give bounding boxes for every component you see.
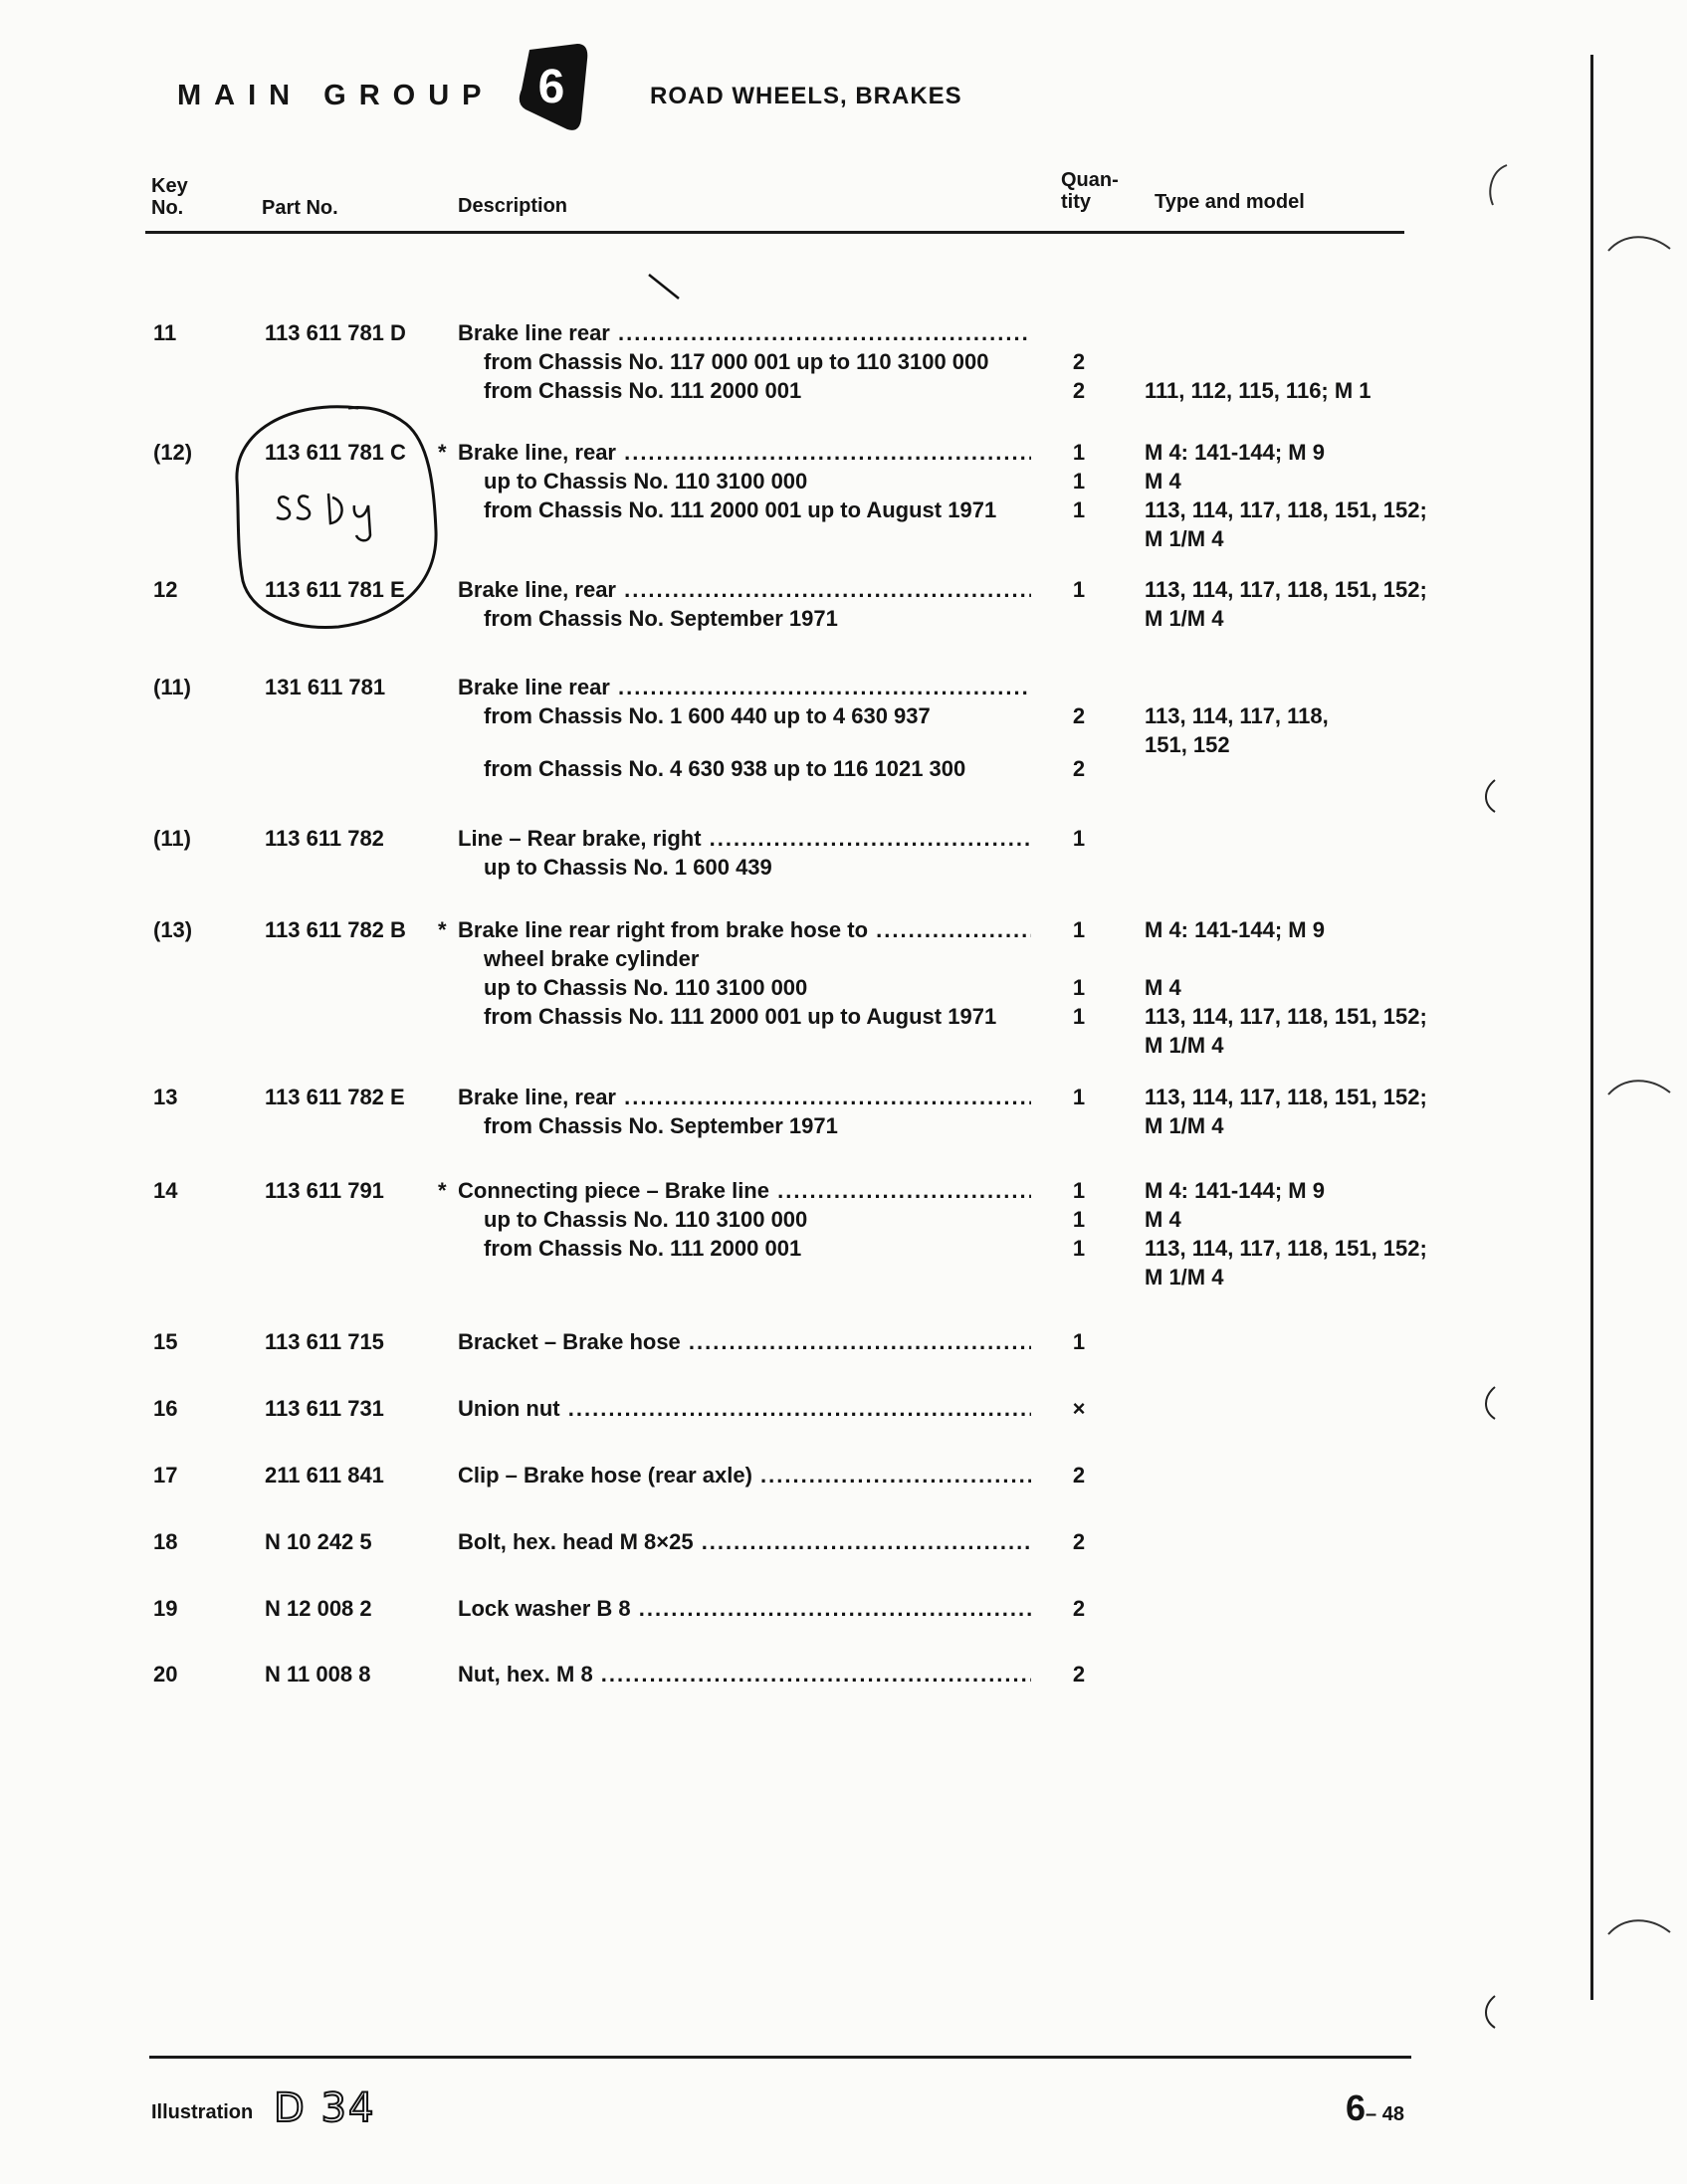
type-model-line: M 4 [1145,1207,1181,1232]
star-marker: * [438,1178,447,1203]
type-model-line [1145,347,1371,376]
star-marker: * [438,917,447,942]
type-model-line: 113, 114, 117, 118, 151, 152; [1145,497,1427,522]
description-line: wheel brake cylinder [484,946,700,971]
footer-rule [149,2056,1411,2059]
pen-stroke-mark [645,271,685,304]
key-no: 13 [153,1085,178,1109]
binder-edge-line [1590,55,1593,2000]
col-type-model: Type and model [1155,191,1305,213]
description-line: from Chassis No. 111 2000 001 up to August 1971 [484,1004,997,1029]
quantity [1067,824,1091,853]
handwritten-circle-annotation [229,402,448,641]
type-model [1145,915,1427,1060]
type-model-line: M 1/M 4 [1145,526,1224,551]
type-model [1145,318,1371,405]
part-no: 113 611 781 C [265,440,406,465]
margin-arc-icon [1604,1910,1674,1940]
quantity-value: × [1072,1396,1086,1421]
description [438,1176,1031,1263]
description-line: Brake line rear right from brake hose to ..... [458,915,1031,944]
description-line: Lock washer B 8 ..... [458,1594,1031,1623]
quantity-value: 2 [1072,756,1086,781]
type-model-line: 113, 114, 117, 118, [1145,703,1329,728]
description-line: from Chassis No. 111 2000 001 up to August 1971 [484,497,997,522]
quantity-value: 1 [1072,1207,1086,1232]
margin-arc-icon [1483,161,1513,211]
description-line: up to Chassis No. 110 3100 000 [484,975,808,1000]
handwritten-text: SS Dy [279,551,282,552]
quantity [1067,1176,1091,1263]
description-line: Bracket – Brake hose ..... [458,1327,1031,1356]
part-no: 113 611 782 E [265,1085,405,1109]
part-no: 211 611 841 [265,1463,384,1488]
quantity [1067,754,1091,783]
quantity-value: 1 [1072,469,1086,494]
quantity-value: 1 [1072,577,1086,602]
quantity-value [1067,673,1091,701]
part-no: 113 611 781 D [265,320,406,345]
quantity [1067,1594,1091,1623]
description [438,438,1031,524]
type-model [1145,438,1427,553]
margin-paren-icon [1477,776,1501,816]
section-title: ROAD WHEELS, BRAKES [650,83,962,109]
type-model-line: M 4: 141-144; M 9 [1145,440,1325,465]
key-no: 11 [153,320,177,345]
description [438,915,1031,1031]
quantity-value: 1 [1072,1236,1086,1261]
description [458,1527,1031,1556]
part-no: 113 611 781 E [265,577,405,602]
key-no: 19 [153,1596,178,1621]
description [458,824,1031,882]
description-line: from Chassis No. 1 600 440 up to 4 630 937 [484,703,931,728]
quantity [1067,1660,1091,1688]
quantity-value [1067,318,1091,347]
quantity-value: 2 [1072,1529,1086,1554]
description-line: Brake line rear ..... [458,673,1031,701]
key-no: 17 [153,1463,178,1488]
part-no: N 10 242 5 [265,1529,372,1554]
part-no: 113 611 715 [265,1329,384,1354]
type-model-line: 111, 112, 115, 116; M 1 [1145,378,1371,403]
quantity-value: 2 [1072,349,1086,374]
quantity-value: 1 [1072,826,1086,851]
description [458,575,1031,633]
quantity [1067,1083,1091,1111]
quantity-value: 2 [1072,378,1086,403]
type-model-line: M 1/M 4 [1145,1265,1224,1290]
illustration-code: D 34 [274,2085,376,2131]
type-model-line: 113, 114, 117, 118, 151, 152; [1145,577,1427,602]
main-group-label: MAIN GROUP [177,80,495,111]
type-model-line: 151, 152 [1145,732,1230,757]
key-no: (11) [153,675,191,699]
star-marker: * [438,440,447,465]
description [458,1083,1031,1140]
key-no: (11) [153,826,191,851]
part-no: N 11 008 8 [265,1662,371,1687]
quantity-value: 1 [1072,917,1086,942]
key-no: 16 [153,1396,178,1421]
type-model-line: M 4: 141-144; M 9 [1145,1178,1325,1203]
type-model [1145,575,1427,633]
type-model-line [1145,318,1371,347]
type-model-line: M 1/M 4 [1145,1033,1224,1058]
description-line: Brake line, rear ..... [458,575,1031,604]
description [458,1394,1031,1423]
quantity-value: 1 [1072,1085,1086,1109]
quantity [1067,318,1091,405]
key-no: (13) [153,917,193,942]
description-line: Nut, hex. M 8 ..... [458,1660,1031,1688]
col-key-no-line1: Key [151,175,188,197]
type-model-line: 113, 114, 117, 118, 151, 152; [1145,1004,1427,1029]
quantity [1067,915,1091,1031]
col-part-no: Part No. [262,197,338,219]
type-model [1145,1083,1427,1140]
description-line: Union nut ..... [458,1394,1031,1423]
key-no: 14 [153,1178,178,1203]
type-model-line: M 1/M 4 [1145,1113,1224,1138]
type-model-line: M 4 [1145,469,1181,494]
page-number [1346,2087,1404,2129]
quantity-value: 1 [1072,497,1086,522]
quantity [1067,673,1091,730]
type-model-line [1145,944,1427,973]
description [458,1594,1031,1623]
quantity-value: 1 [1072,1004,1086,1029]
description-line: Brake line rear ..... [458,318,1031,347]
description [458,754,1031,783]
description-line: from Chassis No. 117 000 001 up to 110 3100 000 [484,349,989,374]
description-line: from Chassis No. September 1971 [484,606,838,631]
description [458,1327,1031,1356]
quantity-value: 1 [1072,1178,1086,1203]
type-model-line: 113, 114, 117, 118, 151, 152; [1145,1236,1427,1261]
header-rule [145,231,1404,234]
description [458,318,1031,405]
quantity [1067,1461,1091,1489]
description-line: from Chassis No. 111 2000 001 [484,1236,802,1261]
quantity-value: 1 [1072,975,1086,1000]
type-model-line: M 4: 141-144; M 9 [1145,917,1325,942]
part-no: 113 611 731 [265,1396,384,1421]
page-number-main: 6 [1346,2087,1367,2128]
description-line: from Chassis No. 111 2000 001 [484,378,802,403]
key-no: (12) [153,440,193,465]
margin-arc-icon [1604,227,1674,257]
description-line: up to Chassis No. 110 3100 000 [484,469,808,494]
quantity-value: 2 [1072,1596,1086,1621]
description-line: Brake line, rear ..... [458,438,1031,467]
description-line: up to Chassis No. 1 600 439 [484,855,772,880]
type-model-line: M 1/M 4 [1145,606,1224,631]
col-quantity-line1: Quan- [1061,169,1119,191]
page-number-sub: – 48 [1366,2103,1404,2125]
col-key-no [151,175,188,219]
quantity [1067,575,1091,604]
margin-paren-icon [1477,1992,1501,2032]
description [458,1461,1031,1489]
quantity [1067,1394,1091,1423]
type-model [1145,673,1329,759]
illustration-label: Illustration [151,2101,254,2123]
quantity-value: 1 [1072,1329,1086,1354]
part-no: 113 611 782 [265,826,384,851]
key-no: 15 [153,1329,178,1354]
description-line: from Chassis No. September 1971 [484,1113,838,1138]
description [458,1660,1031,1688]
col-quantity-line2: tity [1061,191,1091,213]
quantity [1067,1527,1091,1556]
description-line: Connecting piece – Brake line ..... [458,1176,1031,1205]
key-no: 12 [153,577,178,602]
margin-paren-icon [1477,1383,1501,1423]
quantity-value: 2 [1072,703,1086,728]
col-key-no-line2: No. [151,197,184,219]
part-no: N 12 008 2 [265,1596,372,1621]
type-model-line [1145,673,1329,701]
type-model-line: M 4 [1145,975,1181,1000]
col-quantity [1061,169,1119,213]
type-model [1145,1176,1427,1291]
type-model-line: 113, 114, 117, 118, 151, 152; [1145,1085,1427,1109]
quantity-value: 2 [1072,1662,1086,1687]
description-line: from Chassis No. 4 630 938 up to 116 1021 300 [484,756,966,781]
quantity-value [1067,944,1091,973]
key-no: 18 [153,1529,178,1554]
part-no: 131 611 781 [265,675,386,699]
col-description: Description [458,195,568,217]
part-no: 113 611 782 B [265,917,406,942]
description-line: Line – Rear brake, right ..... [458,824,1031,853]
description-line: Clip – Brake hose (rear axle) ..... [458,1461,1031,1489]
key-no: 20 [153,1662,178,1687]
quantity-value: 2 [1072,1463,1086,1488]
quantity [1067,1327,1091,1356]
quantity [1067,438,1091,524]
group-number: 6 [537,61,565,113]
group-number-badge [516,40,593,137]
description-line: Bolt, hex. head M 8×25 ..... [458,1527,1031,1556]
part-no: 113 611 791 [265,1178,384,1203]
description-line: Brake line, rear ..... [458,1083,1031,1111]
description-line: up to Chassis No. 110 3100 000 [484,1207,808,1232]
margin-arc-icon [1604,1071,1674,1100]
description [458,673,1031,730]
quantity-value: 1 [1072,440,1086,465]
